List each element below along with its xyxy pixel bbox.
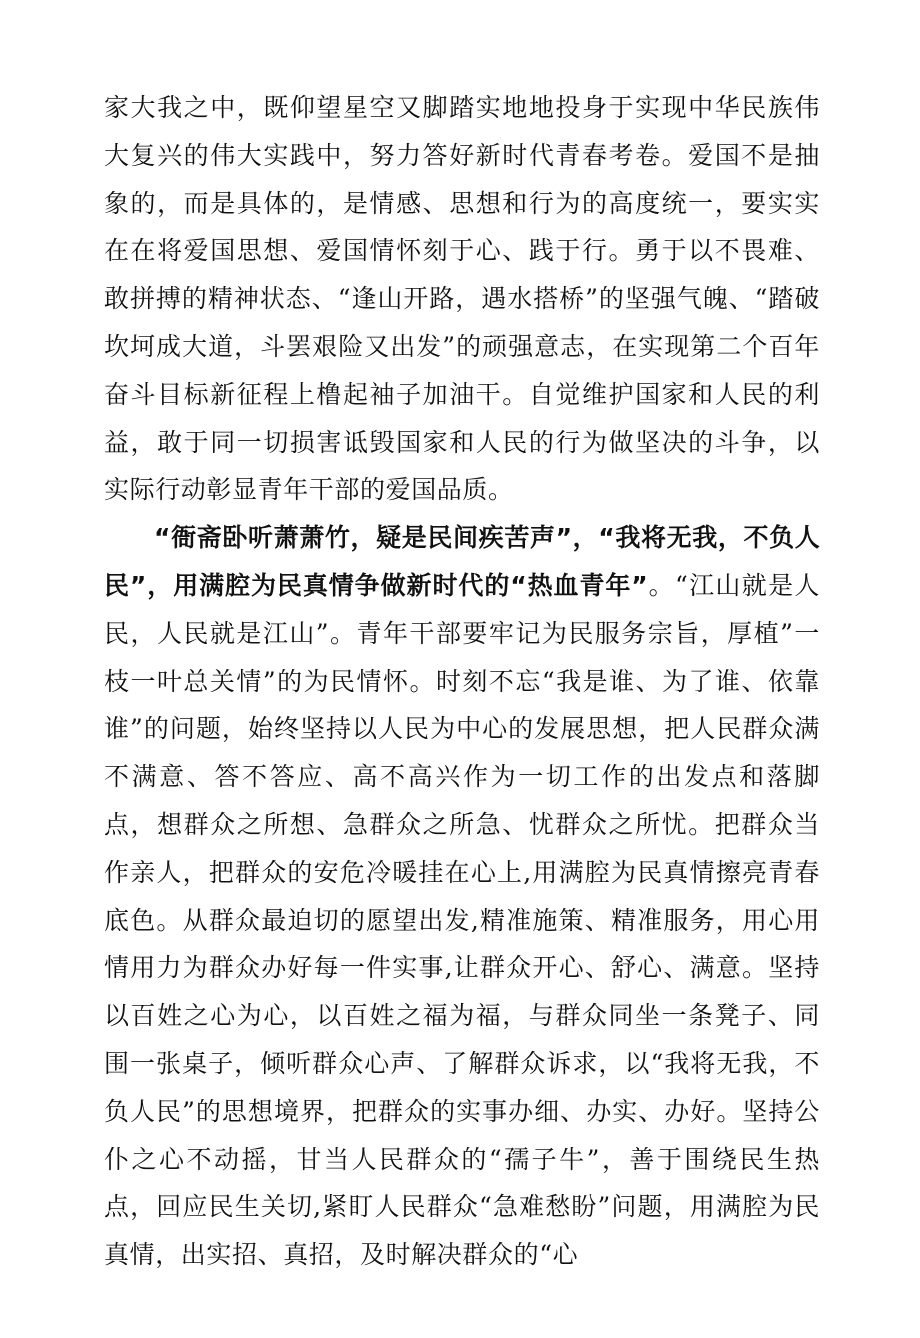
body-text — [104, 84, 820, 1279]
paragraph-1-text: 家大我之中，既仰望星空又脚踏实地地投身于实现中华民族伟大复兴的伟大实践中，努力答好新时代青春考卷。爱国不是抽象的，而是具体的，是情感、思想和行为的高度统一，要实实在在将爱国思想、爱国情怀刻于心、践于行。勇于以不畏难、敢拼搏的精神状态、“逢山开路，遇水搭桥”的坚强气魄、“踏破坎坷成大道，斗罢艰险又出发”的顽强意志，在实现第二个百年奋斗目标新征程上橹起袖子加油干。自觉维护国家和人民的利益，敢于同一切损害诋毁国家和人民的行为做坚决的斗争，以实际行动彰显青年干部的爱国品质。 — [104, 93, 820, 505]
paragraph-2-body: 。“江山就是人民，人民就是江山”。青年干部要牢记为民服务宗旨，厚植”一枝一叶总关情”的为民情怀。时刻不忘“我是谁、为了谁、依靠谁”的问题，始终坚持以人民为中心的发展思想，把人民群众满不满意、答不答应、高不高兴作为一切工作的出发点和落脚点，想群众之所想、急群众之所急、忧群众之所忧。把群众当作亲人，把群众的安危冷暖挂在心上,用满腔为民真情擦亮青春底色。从群众最迫切的愿望出发,精准施策、精准服务，用心用情用力为群众办好每一件实事,让群众开心、舒心、满意。坚持以百姓之心为心，以百姓之福为福，与群众同坐一条凳子、同围一张桌子，倾听群众心声、了解群众诉求，以“我将无我，不负人民”的思想境界，把群众的实事办细、办实、办好。坚持公仆之心不动摇，甘当人民群众的“孺子牛”，善于围绕民生热点，回应民生关切,紧盯人民群众“急难愁盼”问题，用满腔为民真情，出实招、真招，及时解决群众的“心 — [104, 570, 820, 1270]
paragraph-people-first — [104, 514, 820, 1279]
paragraph-patriotism — [104, 84, 820, 514]
paragraph-2-heading: “衙斋卧听萧萧竹，疑是民间疾苦声”，“我将无我，不负人民”，用满腔为民真情争做新时代的“热血青年” — [104, 523, 820, 600]
